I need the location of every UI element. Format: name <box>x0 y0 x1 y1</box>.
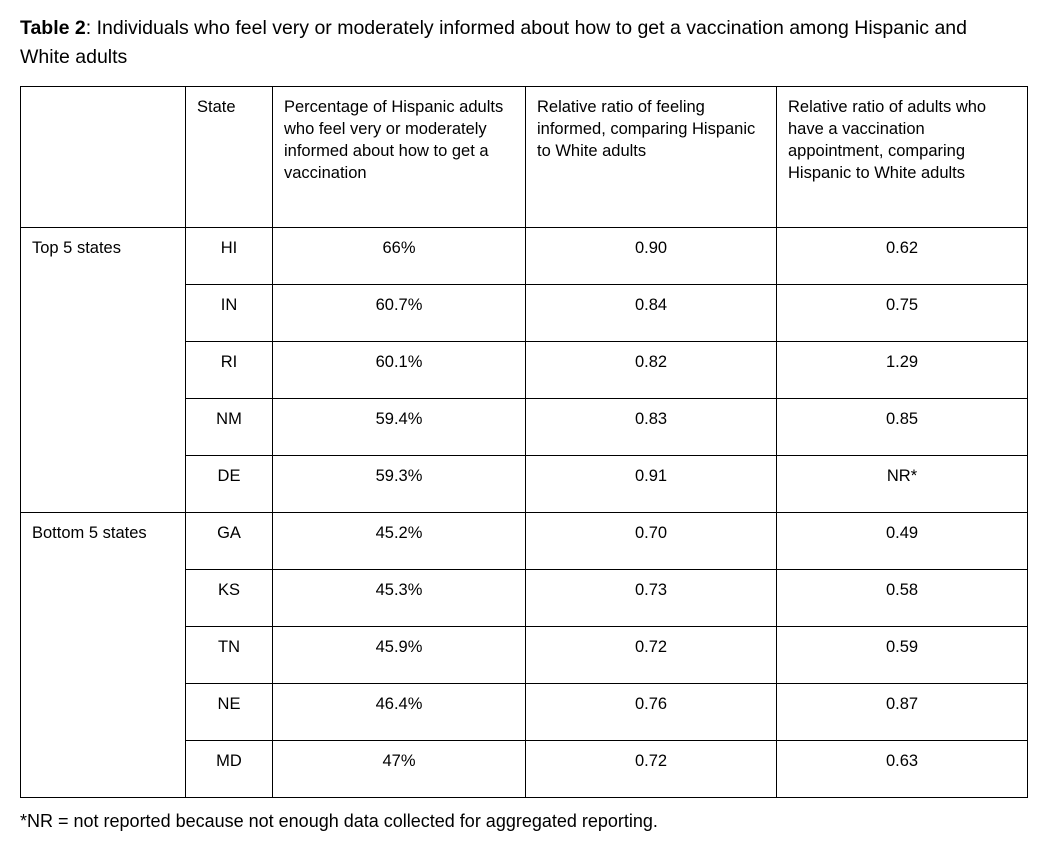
column-header-group <box>21 87 186 228</box>
cell-ratio-informed: 0.70 <box>526 513 777 570</box>
table-row <box>21 513 1028 570</box>
table-row <box>21 228 1028 285</box>
cell-state: NE <box>186 684 273 741</box>
data-table <box>20 86 1028 798</box>
cell-pct: 45.2% <box>273 513 526 570</box>
cell-pct: 45.3% <box>273 570 526 627</box>
cell-state: NM <box>186 399 273 456</box>
cell-ratio-appointment: 0.49 <box>777 513 1028 570</box>
cell-ratio-informed: 0.82 <box>526 342 777 399</box>
column-header-pct-hispanic-informed: Percentage of Hispanic adults who feel very or moderately informed about how to get a vaccination <box>273 87 526 228</box>
table-header-row <box>21 87 1028 228</box>
cell-pct: 60.7% <box>273 285 526 342</box>
cell-ratio-appointment: 0.58 <box>777 570 1028 627</box>
cell-pct: 46.4% <box>273 684 526 741</box>
cell-state: GA <box>186 513 273 570</box>
column-header-ratio-appointment: Relative ratio of adults who have a vaccination appointment, comparing Hispanic to White adults <box>777 87 1028 228</box>
cell-ratio-informed: 0.72 <box>526 741 777 798</box>
table-footnote: *NR = not reported because not enough data collected for aggregated reporting. <box>20 811 658 831</box>
cell-state: DE <box>186 456 273 513</box>
cell-pct: 60.1% <box>273 342 526 399</box>
cell-ratio-appointment: 0.87 <box>777 684 1028 741</box>
cell-ratio-informed: 0.72 <box>526 627 777 684</box>
cell-pct: 47% <box>273 741 526 798</box>
cell-ratio-informed: 0.91 <box>526 456 777 513</box>
cell-ratio-informed: 0.84 <box>526 285 777 342</box>
cell-pct: 59.3% <box>273 456 526 513</box>
group-label-bottom: Bottom 5 states <box>21 513 186 798</box>
table-caption-text: : Individuals who feel very or moderately informed about how to get a vaccination among Hispanic and White adults <box>20 17 967 68</box>
cell-pct: 59.4% <box>273 399 526 456</box>
cell-ratio-appointment: 0.75 <box>777 285 1028 342</box>
cell-ratio-appointment: 0.85 <box>777 399 1028 456</box>
cell-state: IN <box>186 285 273 342</box>
cell-pct: 66% <box>273 228 526 285</box>
cell-ratio-informed: 0.90 <box>526 228 777 285</box>
table-caption <box>20 14 1010 72</box>
column-header-ratio-informed: Relative ratio of feeling informed, comparing Hispanic to White adults <box>526 87 777 228</box>
table-caption-label: Table 2 <box>20 17 86 39</box>
cell-ratio-informed: 0.73 <box>526 570 777 627</box>
cell-state: KS <box>186 570 273 627</box>
cell-state: HI <box>186 228 273 285</box>
cell-state: RI <box>186 342 273 399</box>
cell-pct: 45.9% <box>273 627 526 684</box>
cell-ratio-appointment: 0.63 <box>777 741 1028 798</box>
cell-state: MD <box>186 741 273 798</box>
cell-ratio-informed: 0.76 <box>526 684 777 741</box>
cell-ratio-appointment: 0.59 <box>777 627 1028 684</box>
cell-ratio-appointment: 0.62 <box>777 228 1028 285</box>
cell-ratio-appointment: NR* <box>777 456 1028 513</box>
column-header-state: State <box>186 87 273 228</box>
cell-ratio-appointment: 1.29 <box>777 342 1028 399</box>
group-label-top: Top 5 states <box>21 228 186 513</box>
cell-ratio-informed: 0.83 <box>526 399 777 456</box>
cell-state: TN <box>186 627 273 684</box>
